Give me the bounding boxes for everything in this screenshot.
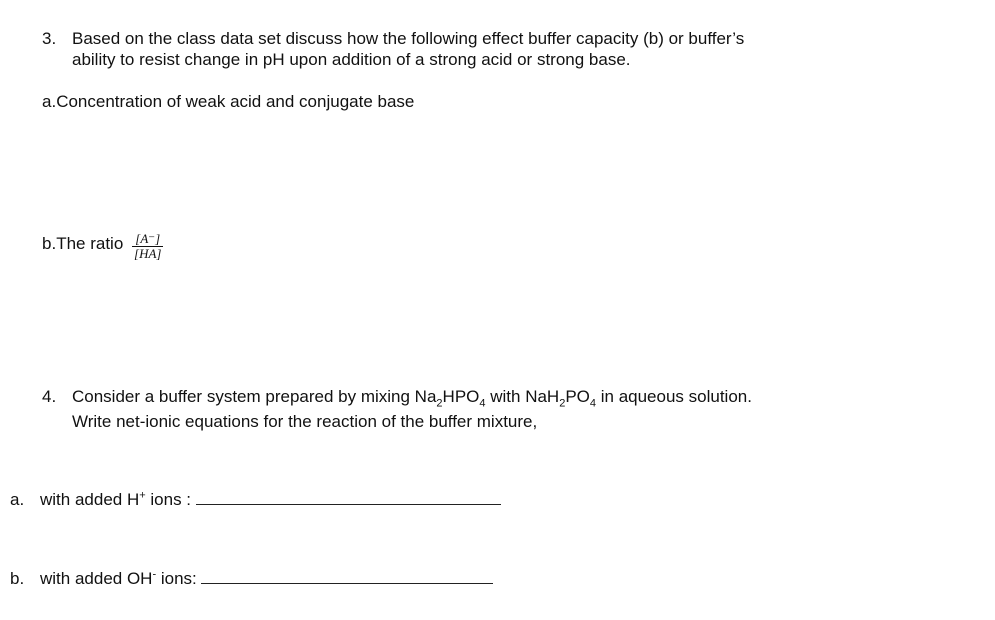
- q4a-item: [10, 490, 501, 510]
- q4b-sup: -: [152, 568, 157, 581]
- q3a-text: Concentration of weak acid and conjugate base: [56, 92, 415, 111]
- q3a-label: a.: [42, 92, 57, 111]
- q3b-item: [42, 230, 164, 259]
- q4-line1: [42, 387, 752, 410]
- q4b-item: [10, 569, 493, 589]
- q4-sub2: 4: [479, 397, 486, 410]
- q4a-sup: +: [139, 489, 146, 502]
- q3-text-line1: Based on the class data set discuss how the following effect buffer capacity (b) or buffer’s: [72, 29, 745, 48]
- q3-text-line2: ability to resist change in pH upon addition of a strong acid or strong base.: [72, 50, 631, 69]
- ratio-denominator: [HA]: [134, 246, 162, 261]
- ratio-numerator: [A⁻]: [132, 232, 163, 247]
- q4b-label: b.: [10, 569, 25, 588]
- q4-sub1: 2: [436, 397, 443, 410]
- q4a-label: a.: [10, 490, 25, 509]
- q4b-text-pre: with added OH: [40, 569, 153, 588]
- q4-number: 4.: [42, 387, 57, 406]
- q3b-text: The ratio: [56, 233, 124, 253]
- q4-text-line2: Write net-ionic equations for the reaction of the buffer mixture,: [72, 412, 538, 431]
- q3-line1: [42, 29, 744, 49]
- ratio-fraction: [131, 232, 164, 261]
- q4-text-mid3: PO: [565, 387, 590, 406]
- q3a-item: [42, 92, 414, 112]
- q4b-text-post: ions:: [156, 569, 202, 588]
- q4a-text-pre: with added H: [40, 490, 140, 509]
- q4a-text-post: ions :: [145, 490, 196, 509]
- q3-number: 3.: [42, 29, 57, 48]
- q4-text-mid2: with NaH: [485, 387, 560, 406]
- q4b-answer-blank[interactable]: [201, 569, 493, 584]
- q4-text-post: in aqueous solution.: [596, 387, 752, 406]
- q4-sub3: 2: [559, 397, 566, 410]
- q4-text-pre: Consider a buffer system prepared by mixing Na: [72, 387, 437, 406]
- q4-sub4: 4: [589, 397, 597, 410]
- q4a-answer-blank[interactable]: [196, 490, 501, 505]
- q3b-label: b.: [42, 233, 57, 253]
- q4-text-mid1: HPO: [442, 387, 480, 406]
